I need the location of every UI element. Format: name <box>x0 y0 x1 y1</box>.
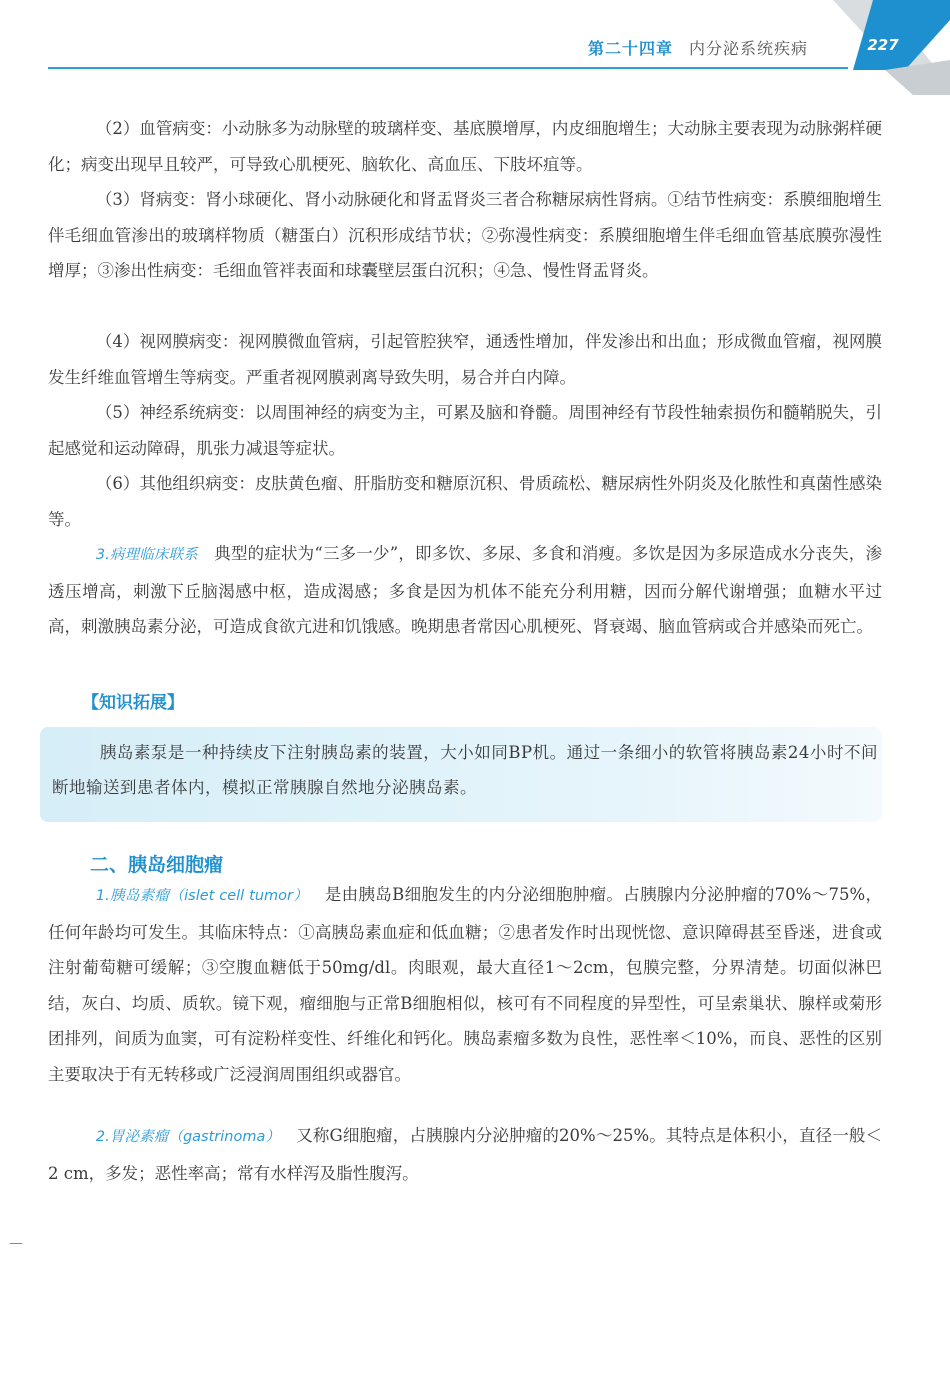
margin-mark <box>10 1243 22 1244</box>
header-rule <box>48 67 848 69</box>
paragraph-gastrinoma <box>48 1118 882 1191</box>
clinical-text: 典型的症状为“三多一少”，即多饮、多尿、多食和消瘦。多饮是因为多尿造成水分丧失，渗透压增高，刺激下丘脑渴感中枢，造成渴感；多食是因为机体不能充分利用糖，因而分解代谢增强；血糖水平过高，刺激胰岛素分泌，可造成食欲亢进和饥饿感。晚期患者常因心肌梗死、肾衰竭、脑血管病或合并感染而死亡。 <box>48 544 882 636</box>
knowledge-title: 【知识拓展】 <box>82 693 184 713</box>
chapter-title: 内分泌系统疾病 <box>689 39 809 58</box>
section-title: 二、胰岛细胞瘤 <box>90 854 224 876</box>
paragraph-clinical <box>48 536 882 645</box>
paragraph-vascular: （2）血管病变：小动脉多为动脉壁的玻璃样变、基底膜增厚，内皮细胞增生；大动脉主要表现为动脉粥样硬化；病变出现早且较严，可导致心肌梗死、脑软化、高血压、下肢坏疽等。 <box>48 119 882 174</box>
clinical-lead: 3.病理临床联系 <box>95 547 198 563</box>
paragraph-renal: （3）肾病变：肾小球硬化、肾小动脉硬化和肾盂肾炎三者合称糖尿病性肾病。①结节性病变：系膜细胞增生伴毛细血管渗出的玻璃样物质（糖蛋白）沉积形成结节状；②弥漫性病变：系膜细胞增生伴毛细血管基底膜弥漫性增厚；③渗出性病变：毛细血管袢表面和球囊壁层蛋白沉积；④急、慢性肾盂肾炎。 <box>48 190 882 280</box>
paragraph-other-tissue: （6）其他组织病变：皮肤黄色瘤、肝脂肪变和糖原沉积、骨质疏松、糖尿病性外阴炎及化脓性和真菌性感染等。 <box>48 474 882 529</box>
paragraph-nerve: （5）神经系统病变：以周围神经的病变为主，可累及脑和脊髓。周围神经有节段性轴索损伤和髓鞘脱失，引起感觉和运动障碍，肌张力减退等症状。 <box>48 403 882 458</box>
gastrinoma-lead: 2.胃泌素瘤（gastrinoma） <box>95 1129 281 1145</box>
paragraph-retina: （4）视网膜病变：视网膜微血管病，引起管腔狭窄，通透性增加，伴发渗出和出血；形成微血管瘤，视网膜发生纤维血管增生等病变。严重者视网膜剥离导致失明，易合并白内障。 <box>48 332 882 387</box>
page-number: 227 <box>867 36 899 54</box>
chapter-heading <box>588 36 808 59</box>
page-header <box>0 0 950 100</box>
gastrinoma-text: 又称G细胞瘤，占胰腺内分泌肿瘤的20%～25%。其特点是体积小，直径一般＜2 cm，多发；恶性率高；常有水样泻及脂性腹泻。 <box>48 1126 882 1183</box>
insulinoma-lead: 1.胰岛素瘤（islet cell tumor） <box>95 888 309 904</box>
chapter-number: 第二十四章 <box>588 39 674 58</box>
paragraph-insulinoma <box>48 877 882 1092</box>
knowledge-text: 胰岛素泵是一种持续皮下注射胰岛素的装置，大小如同BP机。通过一条细小的软管将胰岛素24小时不间断地输送到患者体内，模拟正常胰腺自然地分泌胰岛素。 <box>52 743 878 797</box>
insulinoma-text: 是由胰岛B细胞发生的内分泌细胞肿瘤。占胰腺内分泌肿瘤的70%～75%，任何年龄均可发生。其临床特点：①高胰岛素血症和低血糖；②患者发作时出现恍惚、意识障碍甚至昏迷，进食或注射葡萄糖可缓解；③空腹血糖低于50mg/dl。肉眼观，最大直径1～2cm，包膜完整，分界清楚。切面似淋巴结，灰白、均质、质软。镜下观，瘤细胞与正常B细胞相似，核可有不同程度的异型性，可呈索巢状、腺样或菊形团排列，间质为血窦，可有淀粉样变性、纤维化和钙化。胰岛素瘤多数为良性，恶性率＜10%，而良、恶性的区别主要取决于有无转移或广泛浸润周围组织或器官。 <box>48 885 882 1084</box>
